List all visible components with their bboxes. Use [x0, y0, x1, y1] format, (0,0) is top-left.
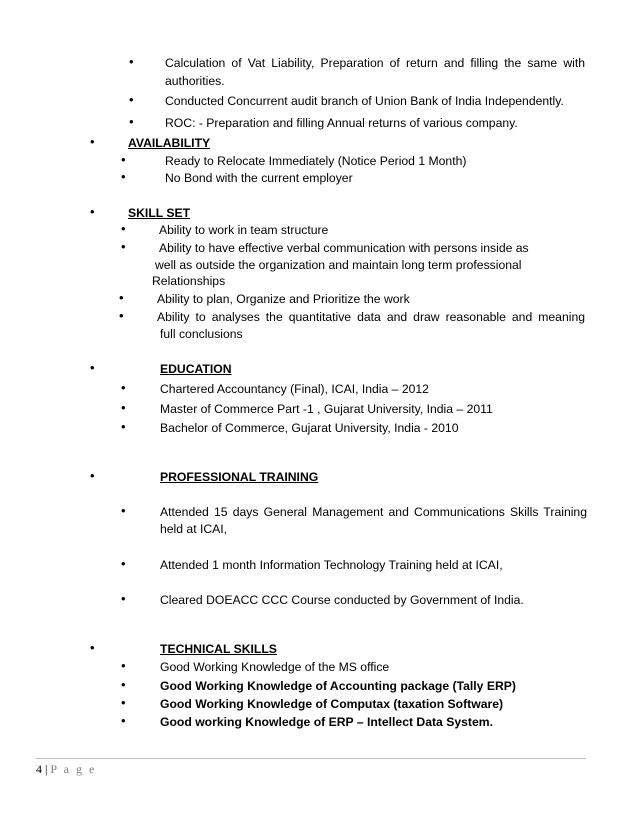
- page-number: 4: [36, 762, 42, 776]
- bullet-icon: •: [121, 695, 126, 710]
- bullet-icon: •: [121, 556, 126, 571]
- list-item-text: held at ICAI,: [160, 522, 228, 536]
- list-item-text: Good Working Knowledge of the MS office: [160, 660, 390, 674]
- list-item-text: Good Working Knowledge of Accounting package (Tally ERP): [160, 679, 516, 693]
- list-item-text: Ability to have effective verbal communication with persons inside as: [159, 241, 529, 255]
- bullet-icon: •: [90, 640, 95, 655]
- bullet-icon: •: [129, 92, 134, 107]
- bullet-icon: •: [121, 221, 126, 236]
- list-item-text: Master of Commerce Part -1 , Gujarat University, India – 2011: [160, 402, 493, 416]
- section-heading: EDUCATION: [160, 362, 232, 376]
- bullet-icon: •: [121, 400, 126, 415]
- footer-divider: [36, 758, 586, 759]
- bullet-icon: •: [121, 591, 126, 606]
- section-heading: SKILL SET: [128, 206, 191, 220]
- bullet-icon: •: [121, 152, 126, 167]
- bullet-icon: •: [90, 204, 95, 219]
- list-item-text: Conducted Concurrent audit branch of Union Bank of India Independently.: [165, 94, 564, 108]
- list-item-text: Ready to Relocate Immediately (Notice Period 1 Month): [165, 154, 467, 168]
- list-item-text: Ability to plan, Organize and Prioritize the work: [157, 292, 410, 306]
- bullet-icon: •: [129, 54, 134, 69]
- list-item-text: authorities.: [165, 74, 225, 88]
- list-item-text: Good Working Knowledge of Computax (taxation Software): [160, 697, 504, 711]
- page-label: P a g e: [50, 762, 97, 776]
- list-item-text: ROC: - Preparation and filling Annual returns of various company.: [165, 116, 518, 130]
- bullet-icon: •: [119, 308, 124, 323]
- bullet-icon: •: [129, 114, 134, 129]
- bullet-icon: •: [121, 239, 126, 254]
- list-item-text: Cleared DOEACC CCC Course conducted by Government of India.: [160, 593, 524, 607]
- section-heading: AVAILABILITY: [128, 136, 211, 150]
- list-item-text: Attended 15 days General Management and Communications Skills Training: [160, 505, 587, 519]
- list-item-text: Calculation of Vat Liability, Preparation of return and filling the same with: [165, 56, 585, 70]
- list-item-text: full conclusions: [160, 327, 243, 341]
- list-item-text: No Bond with the current employer: [165, 171, 353, 185]
- bullet-icon: •: [121, 677, 126, 692]
- bullet-icon: •: [90, 468, 95, 483]
- list-item-text: Ability to analyses the quantitative data and draw reasonable and meaning: [157, 310, 585, 324]
- list-item-text: Ability to work in team structure: [159, 223, 329, 237]
- bullet-icon: •: [90, 360, 95, 375]
- list-item-text: Relationships: [152, 274, 226, 288]
- bullet-icon: •: [121, 658, 126, 673]
- bullet-icon: •: [121, 713, 126, 728]
- list-item-text: Good working Knowledge of ERP – Intellect Data System.: [160, 715, 493, 729]
- bullet-icon: •: [90, 134, 95, 149]
- bullet-icon: •: [121, 169, 126, 184]
- list-item-text: Attended 1 month Information Technology Training held at ICAI,: [160, 558, 503, 572]
- page-footer: [36, 762, 96, 776]
- bullet-icon: •: [121, 380, 126, 395]
- bullet-icon: •: [121, 503, 126, 518]
- list-item-text: Chartered Accountancy (Final), ICAI, India – 2012: [160, 382, 429, 396]
- section-heading: TECHNICAL SKILLS: [160, 642, 277, 656]
- section-heading: PROFESSIONAL TRAINING: [160, 470, 319, 484]
- bullet-icon: •: [121, 419, 126, 434]
- bullet-icon: •: [119, 290, 124, 305]
- list-item-text: well as outside the organization and maintain long term professional: [155, 258, 522, 272]
- footer-separator: |: [45, 762, 48, 776]
- list-item-text: Bachelor of Commerce, Gujarat University, India - 2010: [160, 421, 459, 435]
